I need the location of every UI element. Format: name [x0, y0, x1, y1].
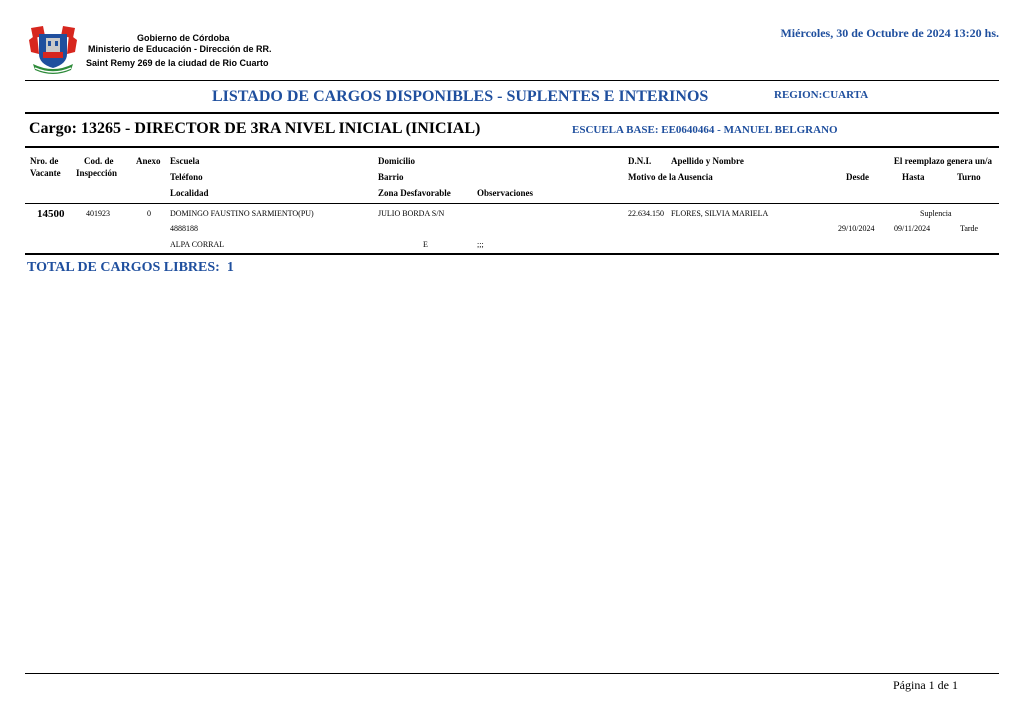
- col-reemplazo: El reemplazo genera un/a: [893, 156, 992, 166]
- escuela-base: ESCUELA BASE: EE0640464 - MANUEL BELGRANO: [572, 124, 838, 136]
- col-apellido-nombre: Apellido y Nombre: [671, 156, 744, 166]
- cargo-title: Cargo: 13265 - DIRECTOR DE 3RA NIVEL INICIAL (INICIAL): [29, 120, 481, 137]
- row-telefono: 4888188: [170, 224, 198, 233]
- table-bottom-divider: [25, 253, 999, 255]
- cargo-divider: [25, 146, 999, 148]
- col-hasta: Hasta: [902, 172, 925, 182]
- row-reemplazo: Suplencia: [920, 209, 952, 218]
- region-label: REGION:CUARTA: [774, 89, 869, 101]
- row-desde: 29/10/2024: [838, 224, 875, 233]
- table-header-divider: [25, 203, 999, 204]
- col-observaciones: Observaciones: [477, 188, 533, 198]
- col-desde: Desde: [846, 172, 869, 182]
- col-telefono: Teléfono: [170, 172, 203, 182]
- row-localidad: ALPA CORRAL: [170, 240, 225, 249]
- row-observaciones: ;;;: [477, 240, 484, 249]
- col-barrio: Barrio: [378, 172, 404, 182]
- col-zona-desfavorable: Zona Desfavorable: [378, 188, 451, 198]
- row-domicilio: JULIO BORDA S/N: [378, 209, 445, 218]
- row-escuela: DOMINGO FAUSTINO SARMIENTO(PU): [170, 209, 314, 218]
- col-localidad: Localidad: [170, 188, 209, 198]
- row-cod-inspeccion: 401923: [86, 209, 110, 218]
- col-cod-inspeccion-l2: Inspección: [76, 168, 118, 178]
- col-escuela: Escuela: [170, 156, 200, 166]
- row-hasta: 09/11/2024: [894, 224, 931, 233]
- row-turno: Tarde: [960, 224, 979, 233]
- row-nombre: FLORES, SILVIA MARIELA: [671, 209, 769, 218]
- row-anexo: 0: [147, 209, 151, 218]
- org-line-ministerio: Ministerio de Educación - Dirección de RR.: [88, 44, 272, 54]
- report-datetime: Miércoles, 30 de Octubre de 2024 13:20 hs.: [780, 26, 999, 40]
- col-turno: Turno: [957, 172, 981, 182]
- header-divider: [25, 80, 999, 81]
- row-zona: E: [423, 240, 428, 249]
- col-dni: D.N.I.: [628, 156, 652, 166]
- total-cargos-libres: TOTAL DE CARGOS LIBRES: 1: [27, 260, 234, 275]
- cordoba-coat-of-arms-logo: [27, 24, 79, 78]
- org-line-address: Saint Remy 269 de la ciudad de Rio Cuarto: [86, 58, 269, 68]
- col-cod-inspeccion-l1: Cod. de: [84, 156, 114, 166]
- row-nro-vacante: 14500: [37, 208, 65, 220]
- col-domicilio: Domicilio: [378, 156, 415, 166]
- footer-divider: [25, 673, 999, 674]
- col-nro-vacante-l2: Vacante: [30, 168, 61, 178]
- org-line-gobierno: Gobierno de Córdoba: [137, 33, 230, 43]
- page-number: Página 1 de 1: [893, 678, 958, 692]
- row-dni: 22.634.150: [628, 209, 664, 218]
- col-motivo-ausencia: Motivo de la Ausencia: [628, 172, 713, 182]
- title-divider: [25, 112, 999, 114]
- col-nro-vacante-l1: Nro. de: [30, 156, 59, 166]
- col-anexo: Anexo: [136, 156, 161, 166]
- page-title: LISTADO DE CARGOS DISPONIBLES - SUPLENTES E INTERINOS: [212, 88, 709, 105]
